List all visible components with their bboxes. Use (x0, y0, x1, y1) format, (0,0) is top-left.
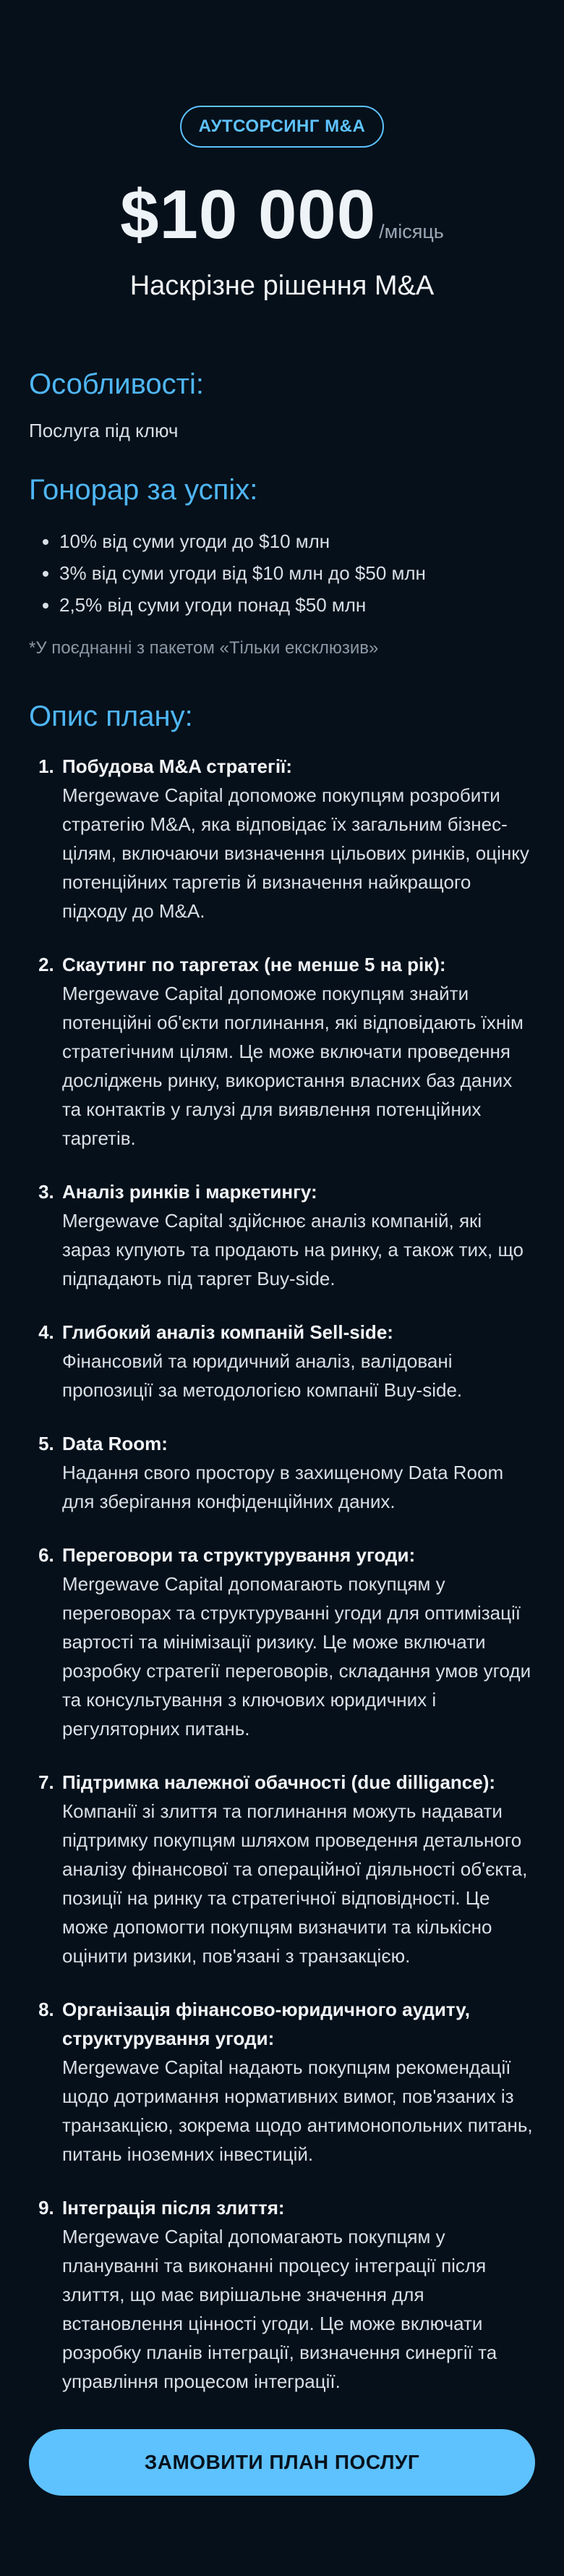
cta-row (29, 2429, 535, 2496)
plan-step (59, 2193, 535, 2396)
features-text: Послуга під ключ (29, 420, 179, 441)
success-fee-list (29, 525, 535, 621)
success-fee-item: • 2,5% від суми угоди понад $50 млн (59, 589, 535, 621)
plan-step (59, 1177, 535, 1293)
plan-step-title: 6. Переговори та структурування угоди: (62, 1544, 416, 1566)
plan-step (59, 1429, 535, 1516)
plan-step-text: Mergewave Capital допоможе покупцям знайти потенційні об'єкти поглинання, які відповідають їхнім стратегічним цілям. Це може включати проведення досліджень ринку, використання власних баз даних та контактів у галузі для виявлення потенційних таргетів. (62, 983, 524, 1149)
badge-row (29, 0, 535, 148)
plan-subtitle: Наскрізне рішення M&A (129, 271, 435, 301)
price-row (29, 175, 535, 255)
plan-step-text: Надання свого простору в захищеному Data Room для зберігання конфіденційних даних. (62, 1462, 504, 1512)
success-fee-item: • 10% від суми угоди до $10 млн (59, 525, 535, 557)
plan-step-text: Mergewave Capital допоможе покупцям розробити стратегію M&A, яка відповідає їх загальним бізнес-цілям, включаючи визначення цільових ринків, оцінку потенційних таргетів й визначення найкращого підходу до M&A. (62, 784, 529, 922)
plan-step (59, 1768, 535, 1970)
plan-step (59, 1318, 535, 1404)
plan-step-title: 1. Побудова M&A стратегії: (62, 755, 293, 777)
plan-step (59, 1995, 535, 2169)
plan-step (59, 950, 535, 1153)
plan-step (59, 752, 535, 925)
plan-step-text: Mergewave Capital допомагають покупцям у переговорах та структуруванні угоди для оптимізації вартості та мінімізації ризику. Це може включати розробку стратегії переговорів, складання умов угоди та консультування з ключових юридичних і регуляторних питань. (62, 1573, 531, 1740)
plan-step-text: Mergewave Capital надають покупцям рекомендації щодо дотримання нормативних вимог, пов'язаних із транзакцією, зокрема щодо антимонопольних питань, питань іноземних інвестицій. (62, 2056, 533, 2165)
price-period: /місяць (379, 221, 444, 242)
plan-badge: АУТСОРСИНГ M&A (180, 106, 385, 148)
plan-step-title: 7. Підтримка належної обачності (due dilligance): (62, 1771, 496, 1793)
plan-step-title: 3. Аналіз ринків і маркетингу: (62, 1181, 317, 1203)
plan-price: $10 000 (120, 176, 377, 253)
plan-step-title: 2. Скаутинг по таргетах (не менше 5 на рік): (62, 954, 446, 975)
plan-step-title: 8. Організація фінансово-юридичного аудиту, структурування угоди: (62, 1999, 471, 2049)
plan-step-title: 4. Глибокий аналіз компаній Sell-side: (62, 1321, 393, 1343)
plan-step-text: Mergewave Capital допомагають покупцям у плануванні та виконанні процесу інтеграції після злиття, що має вирішальне значення для встановлення цінності угоди. Це може включати розробку планів інтеграції, визначення синергії та управління процесом інтеграції. (62, 2226, 497, 2392)
plan-step (59, 1541, 535, 1743)
plan-description-heading: Опис плану: (29, 700, 193, 732)
success-fee-heading: Гонорар за успіх: (29, 474, 258, 506)
plan-step-text: Mergewave Capital здійснює аналіз компаній, які зараз купують та продають на ринку, а також тих, що підпадають під таргет Buy-side. (62, 1210, 524, 1289)
plan-step-title: 9. Інтеграція після злиття: (62, 2197, 285, 2219)
plan-steps-list (29, 752, 535, 2396)
plan-step-text: Компанії зі злиття та поглинання можуть надавати підтримку покупцям шляхом проведення детального аналізу фінансової та операційної діяльності об'єкта, позиції на ринку та стратегічної відповідності. Це може допомогти покупцям визначити та кількісно оцінити ризики, пов'язані з транзакцією. (62, 1800, 528, 1967)
plan-step-text: Фінансовий та юридичний аналіз, валідовані пропозиції за методологією компанії Buy-side. (62, 1350, 463, 1401)
plan-step-title: 5. Data Room: (62, 1433, 168, 1454)
success-fee-note: *У поєднанні з пакетом «Тільки ексклюзив» (29, 638, 379, 658)
order-plan-button[interactable]: ЗАМОВИТИ ПЛАН ПОСЛУГ (29, 2429, 535, 2496)
success-fee-item: • 3% від суми угоди від $10 млн до $50 млн (59, 557, 535, 589)
features-heading: Особливості: (29, 368, 204, 400)
